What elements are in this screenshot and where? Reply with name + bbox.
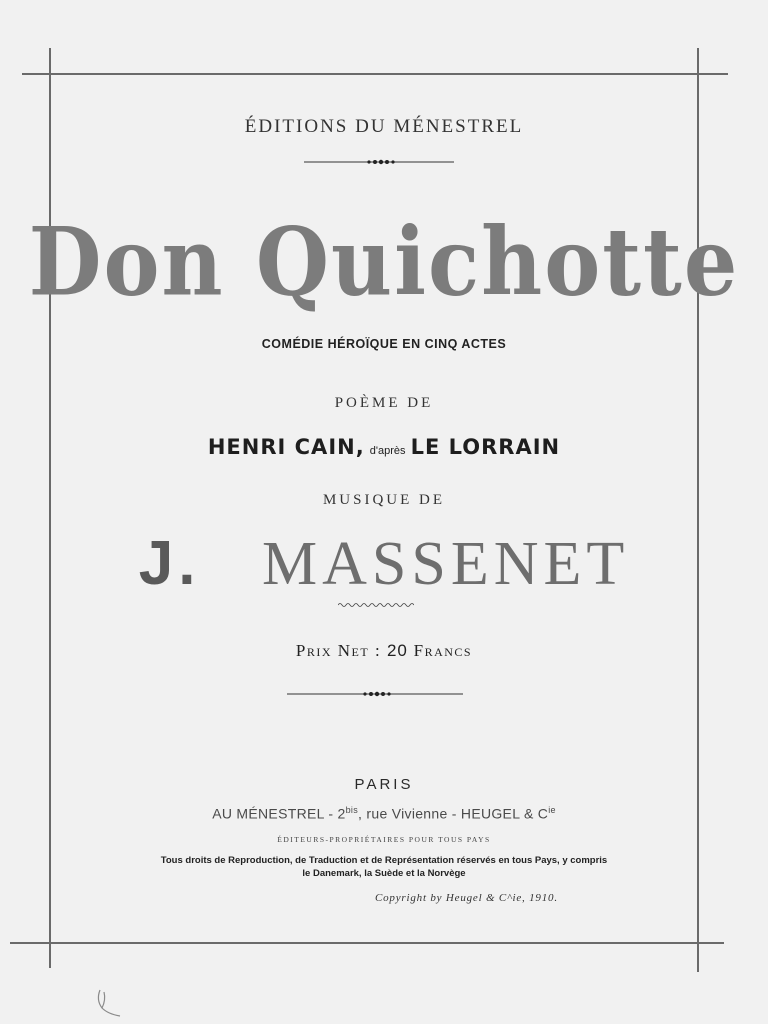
publisher-header: ÉDITIONS DU MÉNESTREL bbox=[244, 116, 524, 137]
libretto-label: POÈME DE bbox=[334, 395, 434, 411]
frame-bottom-rule bbox=[10, 942, 724, 944]
ornament-divider-top bbox=[304, 158, 454, 166]
librettist: HENRI CAIN, bbox=[207, 435, 365, 459]
address-sup1: bis bbox=[345, 805, 359, 815]
composer-initial: J. bbox=[138, 529, 201, 598]
composer-line bbox=[0, 528, 768, 600]
price-unit: Francs bbox=[413, 641, 473, 660]
address-part2: , rue Vivienne - HEUGEL & C bbox=[358, 805, 549, 822]
handwritten-mark bbox=[92, 986, 126, 1020]
frame-right-rule bbox=[697, 48, 699, 972]
price-label: Prix Net : bbox=[295, 641, 382, 660]
work-title: Don Quichotte bbox=[28, 206, 740, 317]
address-sup2: ie bbox=[548, 805, 556, 815]
after-label: d'après bbox=[369, 445, 406, 457]
frame-top-rule bbox=[22, 73, 728, 75]
price-line bbox=[0, 641, 768, 661]
ornament-divider-bottom bbox=[287, 690, 463, 698]
publisher-address bbox=[0, 805, 768, 822]
rights-notice bbox=[0, 854, 768, 880]
composer-name: MASSENET bbox=[261, 530, 630, 598]
wavy-divider bbox=[338, 602, 414, 608]
rights-line-1: Tous droits de Reproduction, de Traduction et de Représentation réservés en tous Pays, y compris bbox=[160, 855, 608, 866]
music-label: MUSIQUE DE bbox=[322, 492, 446, 508]
work-subtitle: COMÉDIE HÉROÏQUE EN CINQ ACTES bbox=[261, 337, 507, 351]
address-part1: AU MÉNESTREL - 2 bbox=[212, 805, 346, 822]
price-value: 20 bbox=[386, 641, 408, 660]
city: PARIS bbox=[354, 776, 414, 793]
authors-line bbox=[0, 435, 768, 459]
source-author: LE LORRAIN bbox=[410, 435, 561, 459]
copyright-notice: Copyright by Heugel & C^ie, 1910. bbox=[375, 892, 558, 904]
editors-line: ÉDITEURS-PROPRIÉTAIRES POUR TOUS PAYS bbox=[277, 835, 491, 844]
rights-line-2: le Danemark, la Suède et la Norvège bbox=[302, 868, 466, 879]
